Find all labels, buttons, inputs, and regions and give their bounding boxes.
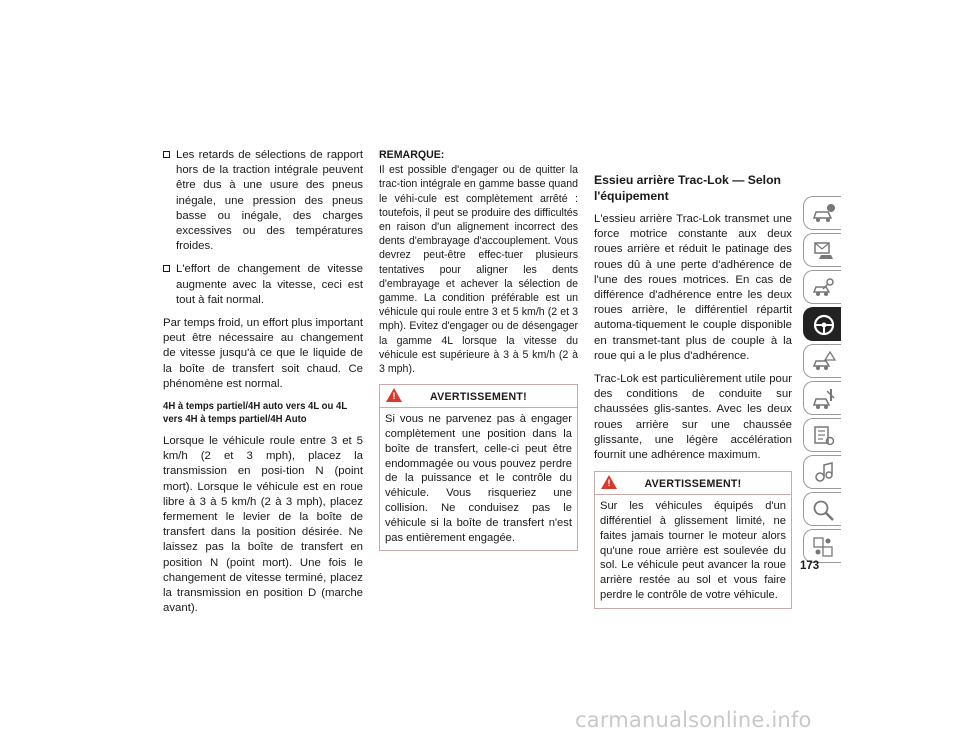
column-3 (594, 172, 792, 619)
specifications-icon (811, 424, 837, 448)
tab-search[interactable] (803, 492, 841, 526)
bullet-text: Les retards de sélections de rapport hors de la traction intégrale peuvent être dus à une usure des pneus inégale, une pression des pneus basse ou inégale, des charges excessives ou des températures froides. (176, 149, 363, 253)
column-1 (163, 148, 363, 624)
steering-wheel-icon (811, 313, 837, 337)
chapter-tabs (803, 196, 843, 566)
car-service-icon (811, 387, 837, 411)
bullet-item (163, 262, 363, 308)
tab-car-key[interactable] (803, 270, 841, 304)
warning-text: Si vous ne parvenez pas à engager complètement une position dans la boîte de transfert, celle-ci peut être endommagée ou vous pouvez perdre de la puissance et le contrôle du véhicule. Vous risqueriez une collision. Ne conduisez pas le véhicule si la boîte de transfert n'est pas entièrement engagée. (385, 413, 572, 544)
watermark: carmanualsonline.info (575, 708, 812, 732)
warning-box (594, 471, 792, 609)
paragraph: Trac-Lok est particulièrement utile pour des conditions de conduite sur chaussées glis-santes. Avec les deux roues arrière sur une chaussée glissante, une légère accélération fournit une adhérence maximum. (594, 373, 792, 462)
tab-car-service[interactable] (803, 381, 841, 415)
note-text: Il est possible d'engager ou de quitter la trac-tion intégrale en gamme basse quand le véhi-cule est complètement arrêté : toutefois, il peut se produire des difficultés en raison d'un alignement incorrect des dents d'embrayage d'accouplement. Vous devrez peut-être effec-tuer plusieurs tentatives pour aligner les dents d'embrayage et achever la sélection de gamme. La condition préférable est un véhicule qui roule entre 3 et 5 km/h (2 et 3 mph). Evitez d'engager ou de désengager la gamme 4L lorsque la vitesse du véhicule est supérieure à 3 à 5 km/h (2 à 3 mph). (379, 164, 578, 376)
tab-car-info[interactable] (803, 196, 841, 230)
paragraph: Lorsque le véhicule roule entre 3 et 5 km/h (2 et 3 mph), placez la transmission en posi-tion N (point mort). Lorsque le véhicule est en roue libre à 3 à 5 km/h (2 à 3 mph), placez fermement le levier de la boîte de transfert dans la position désirée. Ne laissez pas la boîte de transfert en position N (point mort). Une fois le changement de vitesse terminé, placez la transmission en position D (marche avant). (163, 435, 363, 615)
note-label: REMARQUE: (379, 149, 445, 161)
paragraph: Par temps froid, un effort plus important peut être nécessaire au changement de vitesse jusqu'à ce que le liquide de la boîte de transfert soit chaud. Ce phénomène est normal. (163, 317, 363, 390)
languages-icon (811, 535, 837, 559)
warning-title: AVERTISSEMENT! (430, 391, 527, 404)
bullet-text: L'effort de changement de vitesse augmente avec la vitesse, ceci est tout à fait normal. (176, 263, 363, 306)
multimedia-icon (811, 461, 837, 485)
tab-steering-wheel[interactable] (803, 307, 841, 341)
page-number: 173 (800, 560, 820, 572)
car-mail-icon (811, 239, 837, 263)
tab-car-mail[interactable] (803, 233, 841, 267)
car-info-icon (811, 202, 837, 226)
section-title: Essieu arrière Trac-Lok — Selon l'équipement (594, 173, 781, 203)
exclamation-icon: ! (607, 478, 611, 489)
search-icon (811, 498, 837, 522)
warning-header (595, 472, 791, 495)
paragraph: L'essieu arrière Trac-Lok transmet une force motrice constante aux deux roues arrière et réduit le patinage des roues dû à une perte d'adhérence de l'une des roues motrices. En cas de différence d'adhérence entre les deux roues arrière, le différentiel répartit automa-tiquement le couple disponible en transmet-tant plus de couple à la roue qui a le plus d'adhérence. (594, 213, 792, 362)
exclamation-icon: ! (392, 391, 396, 402)
car-warning-icon (811, 350, 837, 374)
column-2 (379, 148, 578, 561)
tab-specifications[interactable] (803, 418, 841, 452)
warning-text: Sur les véhicules équipés d'un différentiel à glissement limité, ne faites jamais tourner le moteur alors qu'une roue arrière est soulevée du sol. Le véhicule peut avancer la roue arrière restée au sol et vous faire perdre le contrôle de votre véhicule. (600, 500, 786, 602)
checkbox-bullet-icon (163, 265, 170, 272)
tab-languages[interactable] (803, 529, 841, 563)
subheading: 4H à temps partiel/4H auto vers 4L ou 4L vers 4H à temps partiel/4H Auto (163, 401, 347, 426)
tab-car-warning[interactable] (803, 344, 841, 378)
car-key-icon (811, 276, 837, 300)
warning-title: AVERTISSEMENT! (644, 478, 742, 491)
tab-multimedia[interactable] (803, 455, 841, 489)
warning-header (380, 385, 577, 408)
checkbox-bullet-icon (163, 151, 170, 158)
warning-box (379, 384, 578, 551)
bullet-item (163, 148, 363, 254)
